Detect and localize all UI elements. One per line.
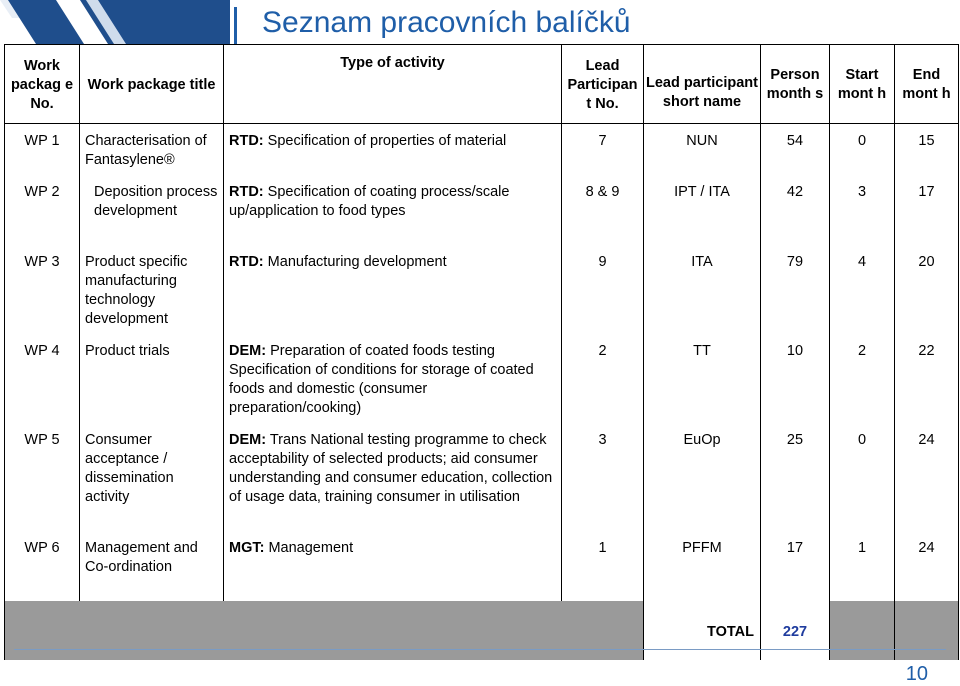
end-month: 15 (895, 124, 959, 176)
lead-participant-no: 8 & 9 (562, 175, 644, 245)
table-row (5, 124, 959, 176)
end-month: 20 (895, 245, 959, 334)
wp-activity (224, 531, 562, 601)
lead-participant-no: 2 (562, 334, 644, 423)
activity-type: RTD: (229, 254, 264, 270)
lead-participant-no: 9 (562, 245, 644, 334)
wp-activity (224, 423, 562, 531)
lead-participant-name: ITA (644, 245, 761, 334)
table-header-row (5, 45, 959, 124)
logo-icon (0, 0, 230, 44)
activity-type: RTD: (229, 184, 264, 200)
header-person-months: Person month s (761, 45, 830, 124)
lead-participant-name: EuOp (644, 423, 761, 531)
wp-number: WP 4 (5, 334, 80, 423)
wp-title: Product trials (80, 334, 224, 423)
lead-participant-name: IPT / ITA (644, 175, 761, 245)
title-area (234, 5, 944, 45)
wp-number: WP 2 (5, 175, 80, 245)
lead-participant-no: 1 (562, 531, 644, 601)
activity-text: Management (268, 540, 354, 556)
lead-participant-no: 7 (562, 124, 644, 176)
activity-type: RTD: (229, 133, 264, 149)
wp-title: Management and Co-ordination (80, 531, 224, 601)
activity-type: MGT: (229, 540, 265, 556)
total-filler (5, 601, 644, 660)
lead-participant-name: TT (644, 334, 761, 423)
table-row (5, 423, 959, 531)
end-month: 17 (895, 175, 959, 245)
header-start-month: Start mont h (830, 45, 895, 124)
wp-title: Product specific manufacturing technology development (80, 245, 224, 334)
activity-type: DEM: (229, 343, 267, 359)
start-month: 3 (830, 175, 895, 245)
header-lead-name: Lead participant short name (644, 45, 761, 124)
title-accent-bar (234, 7, 237, 45)
person-months: 25 (761, 423, 830, 531)
activity-text: Trans National testing programme to check acceptability of selected products; aid consumer understanding and consumer education, collection of usage data, training consumer in utilisation (229, 432, 553, 505)
wp-title: Consumer acceptance / dissemination activity (80, 423, 224, 531)
wp-number: WP 3 (5, 245, 80, 334)
start-month: 1 (830, 531, 895, 601)
person-months: 42 (761, 175, 830, 245)
person-months: 54 (761, 124, 830, 176)
person-months: 79 (761, 245, 830, 334)
table-row (5, 334, 959, 423)
wp-number: WP 6 (5, 531, 80, 601)
total-filler-start (830, 601, 895, 660)
wp-activity (224, 245, 562, 334)
table-row (5, 531, 959, 601)
start-month: 0 (830, 423, 895, 531)
wp-number: WP 5 (5, 423, 80, 531)
activity-text: Preparation of coated foods testing Specification of conditions for storage of coated foods and domestic (consumer preparation/cooking) (229, 343, 534, 416)
header-end-month: End mont h (895, 45, 959, 124)
wp-title: Characterisation of Fantasylene® (80, 124, 224, 176)
total-label: TOTAL (644, 601, 761, 660)
activity-text: Specification of coating process/scale up/application to food types (229, 184, 510, 219)
page-number: 10 (905, 663, 928, 685)
header-wp-title: Work package title (80, 45, 224, 124)
header-wp-no: Work packag e No. (5, 45, 80, 124)
activity-type: DEM: (229, 432, 267, 448)
person-months: 17 (761, 531, 830, 601)
wp-activity (224, 334, 562, 423)
start-month: 4 (830, 245, 895, 334)
person-months: 10 (761, 334, 830, 423)
header-activity: Type of activity (224, 45, 562, 124)
lead-participant-name: PFFM (644, 531, 761, 601)
start-month: 0 (830, 124, 895, 176)
header-lead-no: Lead Participan t No. (562, 45, 644, 124)
end-month: 22 (895, 334, 959, 423)
work-package-table (4, 44, 959, 660)
total-filler-end (895, 601, 959, 660)
start-month: 2 (830, 334, 895, 423)
lead-participant-no: 3 (562, 423, 644, 531)
activity-text: Specification of properties of material (267, 133, 507, 149)
wp-activity (224, 124, 562, 176)
end-month: 24 (895, 423, 959, 531)
wp-title: Deposition process development (80, 175, 224, 245)
page-title: Seznam pracovních balíčků (262, 6, 631, 39)
total-value: 227 (761, 601, 830, 660)
wp-number: WP 1 (5, 124, 80, 176)
table-row (5, 175, 959, 245)
activity-text: Manufacturing development (267, 254, 447, 270)
table-row (5, 245, 959, 334)
lead-participant-name: NUN (644, 124, 761, 176)
footer-divider (14, 649, 946, 650)
wp-activity (224, 175, 562, 245)
total-row (5, 601, 959, 660)
end-month: 24 (895, 531, 959, 601)
